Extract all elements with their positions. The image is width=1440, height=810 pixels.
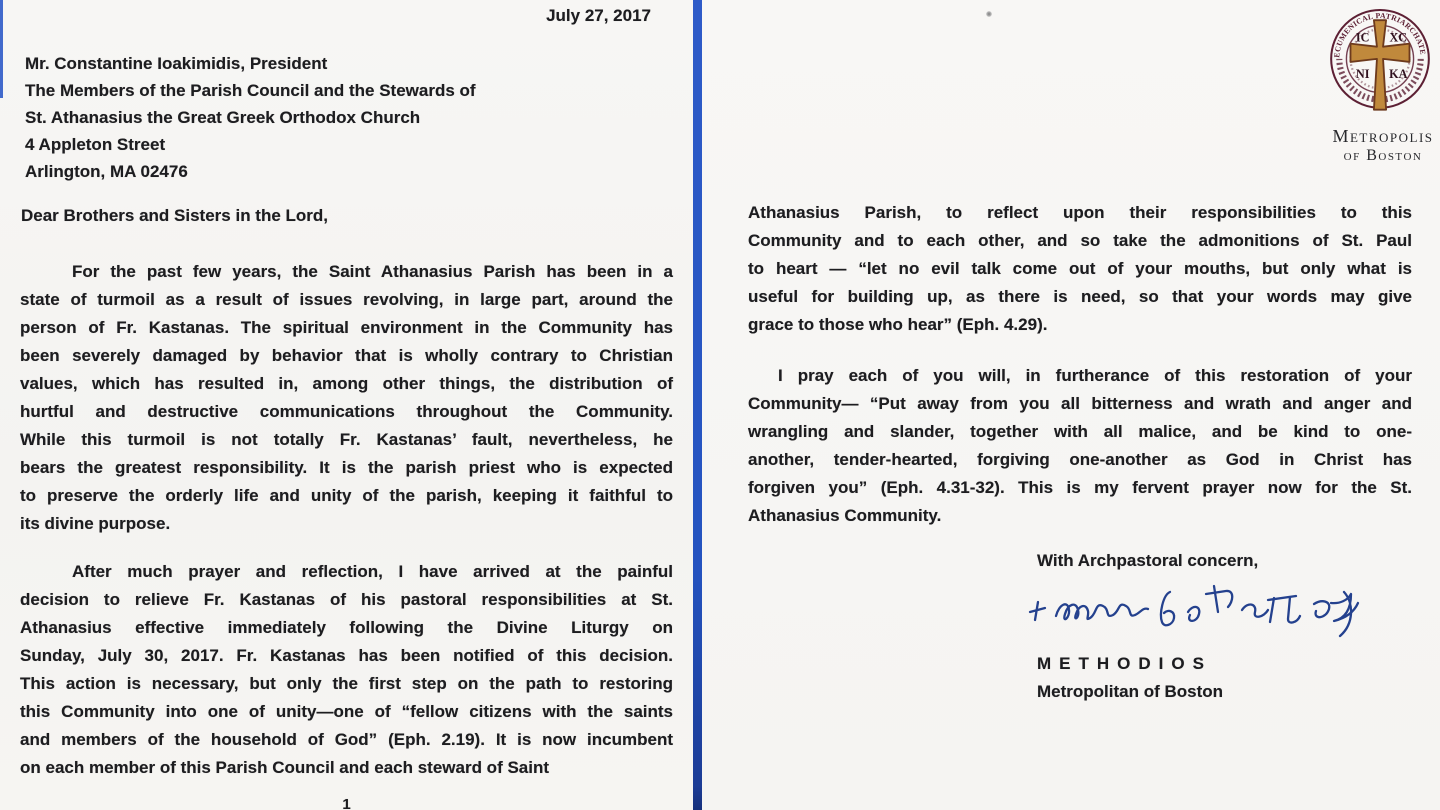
page-divider xyxy=(693,0,702,810)
recipient-line: Arlington, MA 02476 xyxy=(25,162,188,181)
paragraph-2 xyxy=(20,558,673,782)
org-name-line2: of Boston xyxy=(1343,147,1423,164)
letter-line: to heart — “let no evil talk come out of your mouths, but only what is xyxy=(748,259,1412,278)
scan-speck xyxy=(986,11,992,17)
recipient-line: St. Athanasius the Great Greek Orthodox Church xyxy=(25,108,421,127)
letter-line: hurtful and destructive communications throughout the Community. xyxy=(20,402,673,421)
letter-line: This action is necessary, but only the first step on the path to restoring xyxy=(20,674,673,693)
closing-line: With Archpastoral concern, xyxy=(1037,551,1259,570)
org-name-line1: Metropolis xyxy=(1332,126,1434,146)
letter-line: wrangling and slander, together with all malice, and be kind to one- xyxy=(748,422,1412,441)
letter-line: forgiven you” (Eph. 4.31-32). This is my fervent prayer now for the St. xyxy=(748,478,1412,497)
seal-letter-ic: IC xyxy=(1355,30,1370,45)
signature-scribble-icon xyxy=(1018,572,1370,644)
seal-letter-xc: XC xyxy=(1389,30,1408,45)
scan-edge-artifact xyxy=(0,0,3,98)
letter-line: For the past few years, the Saint Athanasius Parish has been in a xyxy=(72,262,673,281)
recipient-line: 4 Appleton Street xyxy=(25,135,166,154)
recipient-line: The Members of the Parish Council and the Stewards of xyxy=(25,81,476,100)
recipient-address-block xyxy=(25,50,476,185)
letter-line: to preserve the orderly life and unity of the parish, keeping it faithful to xyxy=(20,486,673,505)
signer-title: Metropolitan of Boston xyxy=(1037,682,1224,701)
letter-line: Community— “Put away from you all bitterness and wrath and anger and xyxy=(748,394,1412,413)
letter-line: state of turmoil as a result of issues revolving, in large part, around the xyxy=(20,290,673,309)
letter-line: decision to relieve Fr. Kastanas of his pastoral responsibilities at St. xyxy=(20,590,673,609)
paragraph-3 xyxy=(748,362,1412,530)
letter-line: I pray each of you will, in furtherance of this restoration of your xyxy=(778,366,1412,385)
salutation: Dear Brothers and Sisters in the Lord, xyxy=(21,206,329,225)
letter-line: Sunday, July 30, 2017. Fr. Kastanas has been notified of this decision. xyxy=(20,646,673,665)
letterhead-organization xyxy=(1298,126,1440,166)
paragraph-2-continued xyxy=(748,199,1412,339)
letter-line: Athanasius Community. xyxy=(748,506,942,525)
page-number: 1 xyxy=(342,796,351,810)
letter-line: this Community into one of unity—one of “fellow citizens with the saints xyxy=(20,702,673,721)
letter-line: While this turmoil is not totally Fr. Kastanas’ fault, nevertheless, he xyxy=(20,430,673,449)
seal-letter-ni: NI xyxy=(1355,67,1370,82)
letter-line: Athanasius Parish, to reflect upon their responsibilities to this xyxy=(748,203,1412,222)
signer-name: METHODIOS xyxy=(1037,654,1212,673)
recipient-line: Mr. Constantine Ioakimidis, President xyxy=(25,54,328,73)
paragraph-1 xyxy=(20,258,673,538)
metropolis-seal-icon xyxy=(1324,8,1436,126)
letter-line: person of Fr. Kastanas. The spiritual environment in the Community has xyxy=(20,318,673,337)
letter-date: July 27, 2017 xyxy=(546,6,651,25)
letter-line: its divine purpose. xyxy=(20,514,171,533)
letter-line: useful for building up, as there is need, so that your words may give xyxy=(748,287,1412,306)
letter-line: grace to those who hear” (Eph. 4.29). xyxy=(748,315,1048,334)
letter-line: another, tender-hearted, forgiving one-another as God in Christ has xyxy=(748,450,1412,469)
letter-line: bears the greatest responsibility. It is the parish priest who is expected xyxy=(20,458,673,477)
letter-line: been severely damaged by behavior that is wholly contrary to Christian xyxy=(20,346,673,365)
letter-line: Community and to each other, and so take the admonitions of St. Paul xyxy=(748,231,1412,250)
letter-line: Athanasius effective immediately following the Divine Liturgy on xyxy=(20,618,673,637)
letter-line: and members of the household of God” (Eph. 2.19). It is now incumbent xyxy=(20,730,673,749)
letter-line: on each member of this Parish Council and each steward of Saint xyxy=(20,758,550,777)
seal-ring-text: ECUMENICAL PATRIARCHATE xyxy=(1332,11,1428,59)
letter-page-2 xyxy=(702,0,1440,810)
letter-line: After much prayer and reflection, I have arrived at the painful xyxy=(72,562,673,581)
letter-page-1 xyxy=(0,0,693,810)
letter-line: values, which has resulted in, among other things, the distribution of xyxy=(20,374,673,393)
seal-letter-ka: KA xyxy=(1389,67,1408,82)
